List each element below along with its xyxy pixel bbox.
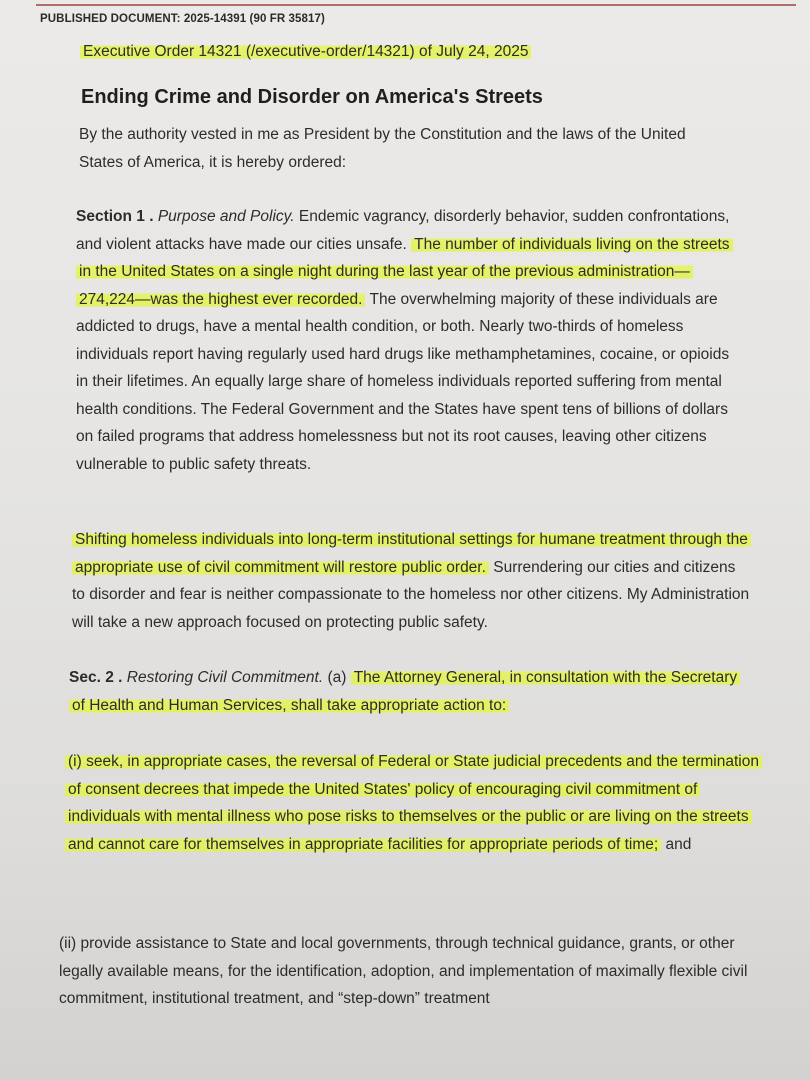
section-2-heading: Restoring Civil Commitment. [126,669,324,686]
eo-reference-line [80,38,780,66]
section-1-p2-highlight: Shifting homeless individuals into long-term institutional settings for humane treatment through the appropriate use of civil commitment will restore public order. [72,531,751,576]
eo-reference: Executive Order 14321 (/executive-order/14321) of July 24, 2025 [80,43,531,60]
section-2-paragraph [69,664,749,719]
section-2-label: Sec. 2 . [69,669,123,686]
item-ii-paragraph: (ii) provide assistance to State and local governments, through technical guidance, grants, or other legally available means, for the identification, adoption, and implementation of maximally flexible civil commitment, institutional treatment, and “step-down” treatment [59,935,748,1007]
section-1-text-1: Endemic vagrancy, disorderly behavior, sudden confrontations, and violent attacks have made our cities unsafe. [76,208,730,253]
page-title: Ending Crime and Disorder on America's Streets [81,86,543,108]
section-2-highlight: The Attorney General, in consultation with the Secretary of Health and Human Services, shall take appropriate action to: [69,669,740,714]
item-i-text: and [665,835,692,853]
section-1-text-2: The overwhelming majority of these individuals are addicted to drugs, have a mental health condition, or both. Nearly two-thirds of homeless individuals report having regularly used hard drugs like methamphetamines, cocaine, or opioids in their lifetimes. An equally large share of homeless individuals reported suffering from mental health conditions. The Federal Government and the States have spent tens of billions of dollars on failed programs that address homelessness but not its root causes, leaving other citizens vulnerable to public safety threats. [76,290,730,473]
section-1-heading: Purpose and Policy. [157,208,295,225]
section-1-paragraph-2 [72,526,752,636]
document-header: PUBLISHED DOCUMENT: 2025-14391 (90 FR 35817) [40,13,325,25]
item-i-highlight: (i) seek, in appropriate cases, the reversal of Federal or State judicial precedents and the termination of consent decrees that impede the United States' policy of encouraging civil commitment of individuals with mental illness who pose risks to themselves or the public or are living on the streets and cannot care for themselves in appropriate facilities for appropriate periods of time; [65,753,762,853]
section-1-p2-text: Surrendering our cities and citizens to disorder and fear is neither compassionate to the homeless nor other citizens. My Administration will take a new approach focused on protecting public safety. [72,558,750,631]
section-2-text: (a) [327,669,347,686]
section-1-highlight: The number of individuals living on the streets in the United States on a single night during the last year of the previous administration—274,224—was the highest ever recorded. [76,236,733,308]
section-1-label: Section 1 . [76,208,154,225]
preamble: By the authority vested in me as President by the Constitution and the laws of the United States of America, it is hereby ordered: [79,126,686,171]
item-i-paragraph [65,748,765,858]
section-1-paragraph [76,203,736,478]
top-rule [36,4,796,6]
